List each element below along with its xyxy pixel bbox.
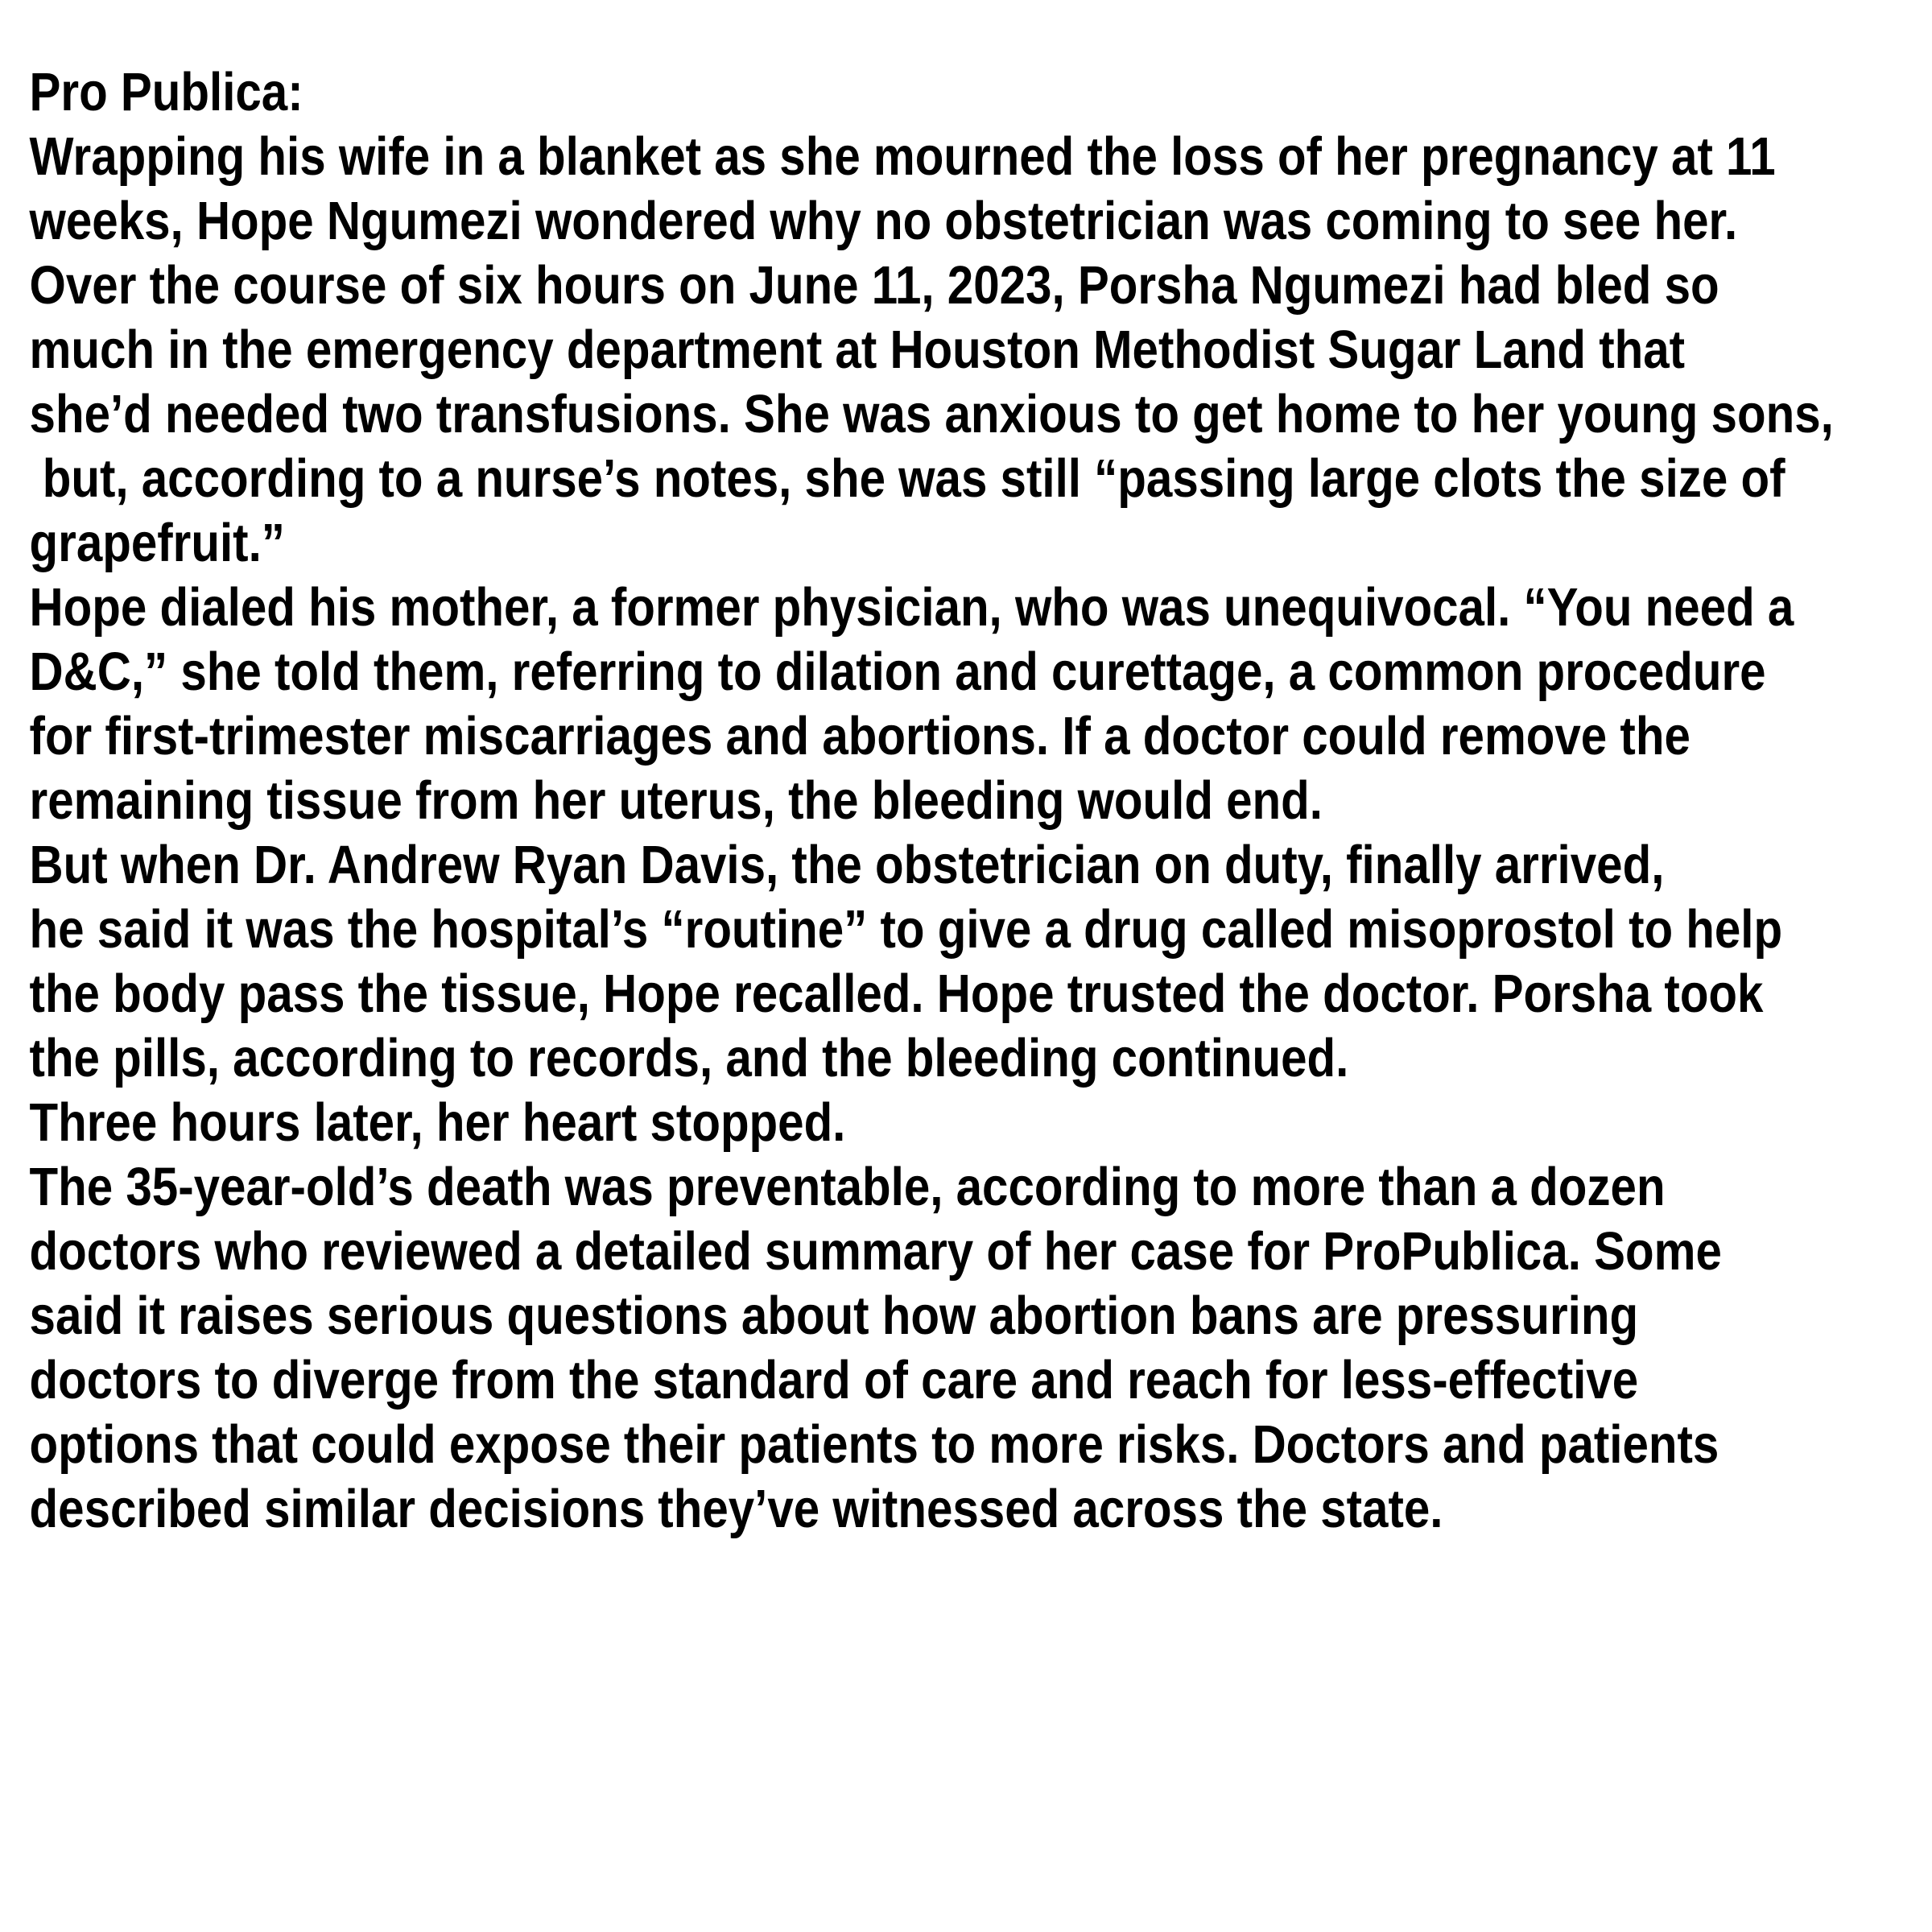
text-line: Wrapping his wife in a blanket as she mourned the loss of her pregnancy at 11 (29, 126, 1776, 187)
text-line: Three hours later, her heart stopped. (29, 1092, 846, 1153)
source-label: Pro Publica: (29, 62, 303, 122)
text-line: weeks, Hope Ngumezi wondered why no obstetrician was coming to see her. (29, 191, 1738, 251)
text-line: described similar decisions they’ve witnessed across the state. (29, 1479, 1443, 1539)
text-line: but, according to a nurse’s notes, she was still “passing large clots the size of (29, 448, 1785, 509)
text-line: grapefruit.” (29, 513, 285, 573)
text-line: remaining tissue from her uterus, the bleeding would end. (29, 770, 1323, 831)
text-line: doctors to diverge from the standard of care and reach for less-effective (29, 1350, 1639, 1410)
text-line: said it raises serious questions about how abortion bans are pressuring (29, 1286, 1639, 1346)
text-line: the body pass the tissue, Hope recalled. Hope trusted the doctor. Porsha took (29, 964, 1764, 1024)
text-line: much in the emergency department at Houston Methodist Sugar Land that (29, 320, 1686, 380)
text-line: options that could expose their patients to more risks. Doctors and patients (29, 1414, 1719, 1475)
text-line: the pills, according to records, and the bleeding continued. (29, 1028, 1349, 1088)
text-line: But when Dr. Andrew Ryan Davis, the obstetrician on duty, finally arrived, (29, 835, 1665, 895)
text-line: for first-trimester miscarriages and abortions. If a doctor could remove the (29, 706, 1690, 766)
text-line: The 35-year-old’s death was preventable, according to more than a dozen (29, 1157, 1666, 1217)
text-line: he said it was the hospital’s “routine” to give a drug called misoprostol to help (29, 899, 1783, 960)
text-line: Over the course of six hours on June 11, 2023, Porsha Ngumezi had bled so (29, 255, 1719, 316)
text-line: doctors who reviewed a detailed summary of her case for ProPublica. Some (29, 1221, 1722, 1282)
text-line: D&C,” she told them, referring to dilation and curettage, a common procedure (29, 642, 1766, 702)
article-excerpt (0, 60, 1932, 1542)
text-line: she’d needed two transfusions. She was anxious to get home to her young sons, (29, 384, 1834, 444)
text-line: Hope dialed his mother, a former physician, who was unequivocal. “You need a (29, 577, 1794, 638)
